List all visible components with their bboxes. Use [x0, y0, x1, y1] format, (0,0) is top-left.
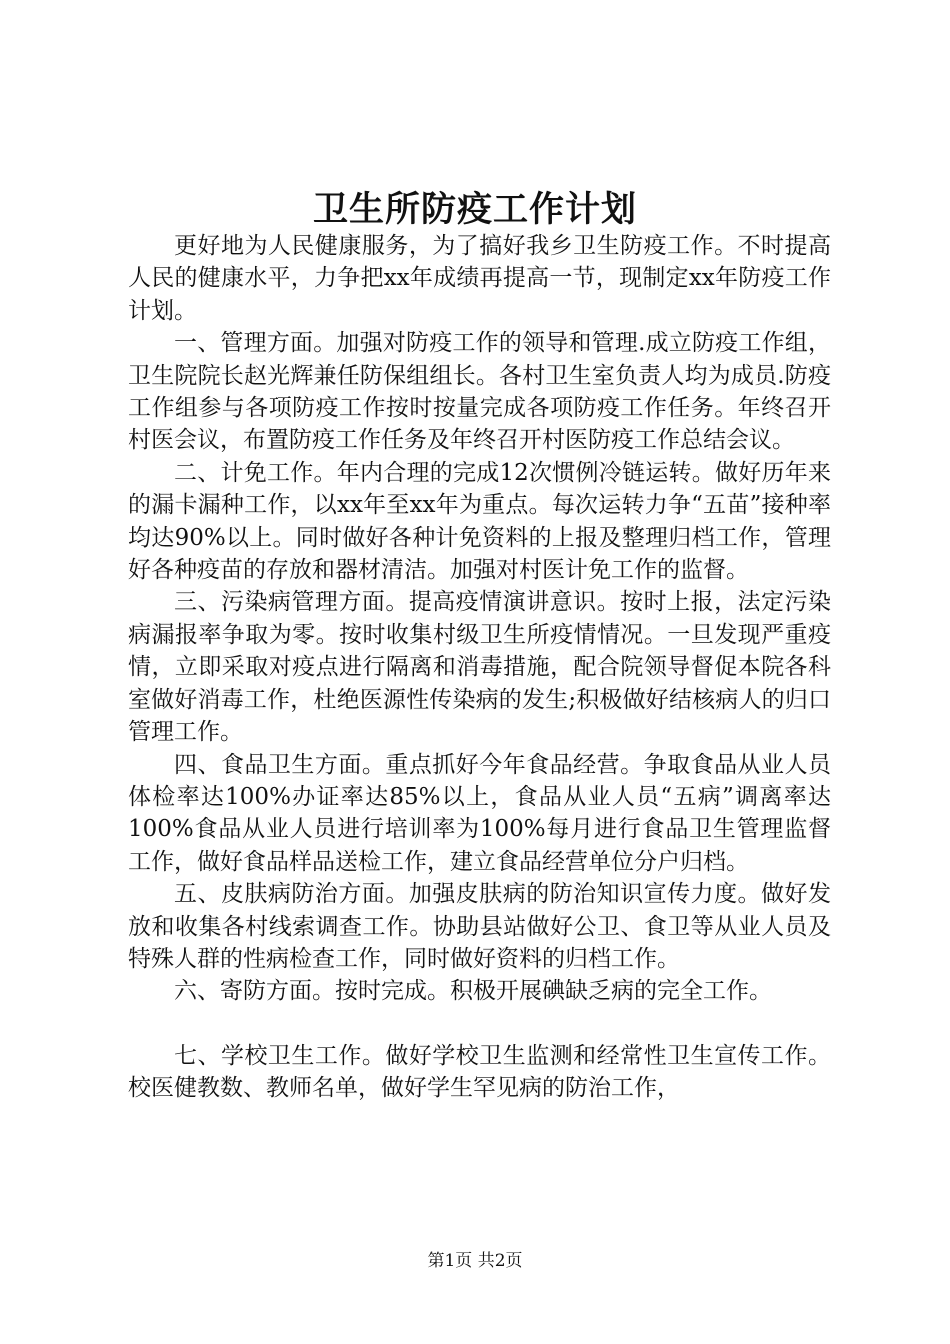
paragraph-infectious-disease: 三、污染病管理方面。提高疫情演讲意识。按时上报，法定污染病漏报率争取为零。按时收集村级卫生所疫情情况。一旦发现严重疫情，立即采取对疫点进行隔离和消毒措施，配合院领导督促本院各科室做好消毒工作，杜绝医源性传染病的发生;积极做好结核病人的归口管理工作。 — [128, 589, 831, 746]
paragraph-intro: 更好地为人民健康服务，为了搞好我乡卫生防疫工作。不时提高人民的健康水平，力争把xx年成绩再提高一节，现制定xx年防疫工作计划。 — [128, 233, 831, 324]
document-body — [128, 230, 831, 1105]
paragraph-skin-disease: 五、皮肤病防治方面。加强皮肤病的防治知识宣传力度。做好发放和收集各村线索调查工作。协助县站做好公卫、食卫等从业人员及特殊人群的性病检查工作，同时做好资料的归档工作。 — [128, 881, 831, 972]
page-number: 第1页 共2页 — [427, 1251, 523, 1271]
document-title: 卫生所防疫工作计划 — [312, 189, 637, 230]
paragraph-management: 一、管理方面。加强对防疫工作的领导和管理.成立防疫工作组，卫生院院长赵光辉兼任防保组组长。各村卫生室负责人均为成员.防疫工作组参与各项防疫工作按时按量完成各项防疫工作任务。年终召开村医会议，布置防疫工作任务及年终召开村医防疫工作总结会议。 — [128, 330, 831, 454]
paragraph-immunization: 二、计免工作。年内合理的完成12次惯例冷链运转。做好历年来的漏卡漏种工作，以xx年至xx年为重点。每次运转力争“五苗”接种率均达90%以上。同时做好各种计免资料的上报及整理归档工作，管理好各种疫苗的存放和器材清洁。加强对村医计免工作的监督。 — [128, 459, 831, 584]
paragraph-school-hygiene: 七、学校卫生工作。做好学校卫生监测和经常性卫生宣传工作。校医健教数、教师名单，做好学生罕见病的防治工作， — [128, 1042, 831, 1102]
paragraph-parasite-prevention: 六、寄防方面。按时完成。积极开展碘缺乏病的完全工作。 — [174, 978, 772, 1005]
paragraph-food-hygiene: 四、食品卫生方面。重点抓好今年食品经营。争取食品从业人员体检率达100%办证率达85%以上，食品从业人员“五病”调离率达100%食品从业人员进行培训率为100%每月进行食品卫生管理监督工作，做好食品样品送检工作，建立食品经营单位分户归档。 — [128, 751, 831, 875]
